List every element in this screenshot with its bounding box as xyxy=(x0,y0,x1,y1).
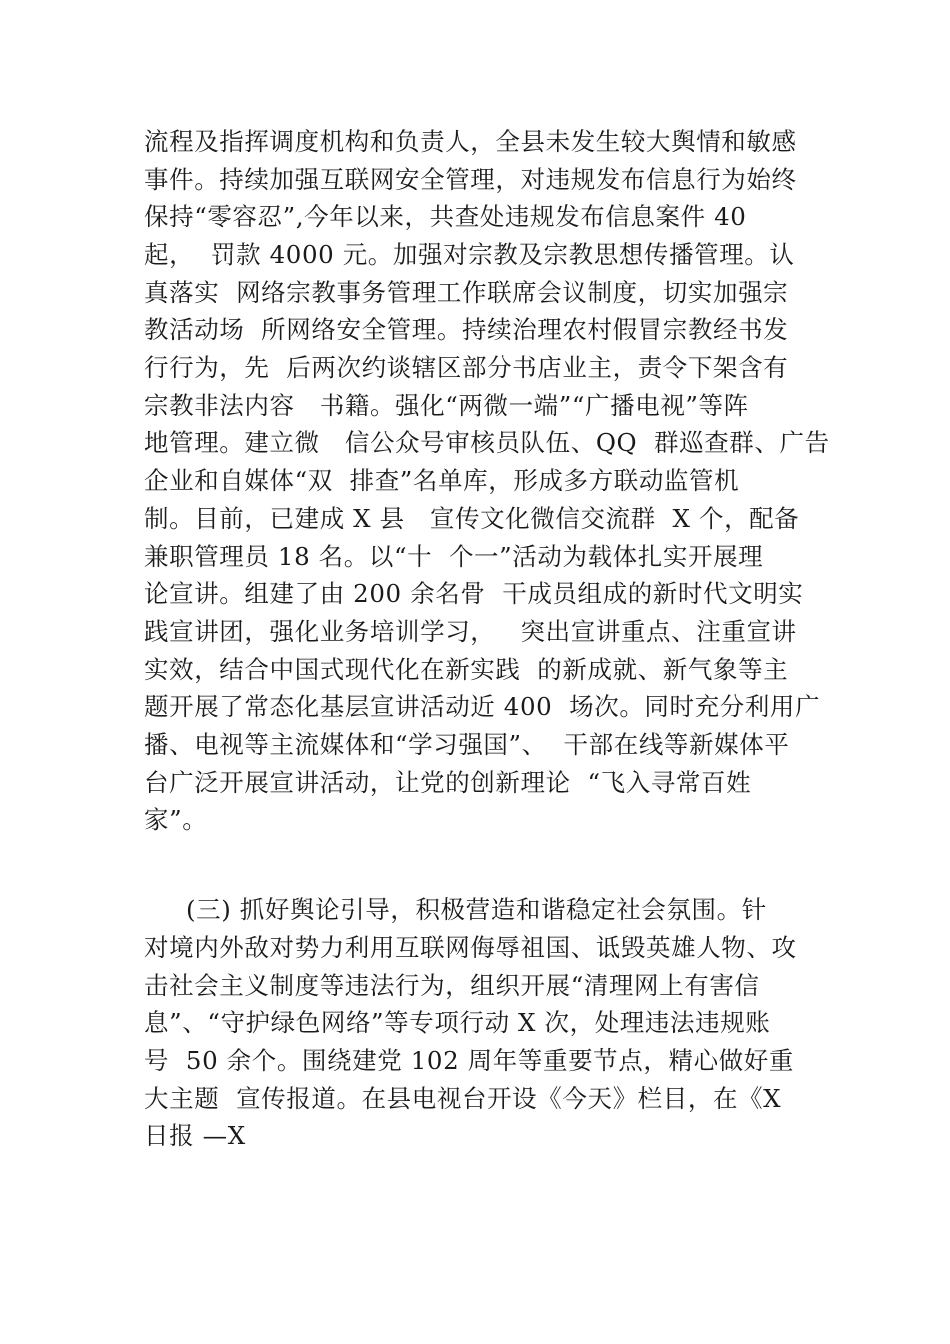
text-line: 日报 —X xyxy=(144,1121,246,1150)
text-line: 制。目前，已建成 X 县 宣传文化微信交流群 X 个，配备 xyxy=(144,504,800,533)
text-line: 践宣讲团，强化业务培训学习， 突出宣讲重点、注重宣讲 xyxy=(144,617,797,646)
text-line: 对境内外敌对势力利用互联网侮辱祖国、诋毁英雄人物、攻 xyxy=(144,933,797,962)
text-line: 台广泛开展宣讲活动，让党的创新理论 “飞入寻常百姓 xyxy=(144,768,752,797)
text-line: 兼职管理员 18 名。以“十 个一”活动为载体扎实开展理 xyxy=(144,542,764,571)
text-line: 家”。 xyxy=(144,805,208,834)
text-line: 论宣讲。组建了由 200 余名骨 干成员组成的新时代文明实 xyxy=(144,579,804,608)
text-line: 宗教非法内容 书籍。强化“两微一端”“广播电视”等阵 xyxy=(144,391,749,420)
text-line: 实效，结合中国式现代化在新实践 的新成就、新气象等主 xyxy=(144,655,789,684)
text-line: 大主题 宣传报道。在县电视台开设《今天》栏目，在《X xyxy=(144,1084,782,1113)
text-line: (三) 抓好舆论引导，积极营造和谐稳定社会氛围。针 xyxy=(144,895,767,924)
text-line: 企业和自媒体“双 排查”名单库，形成多方联动监管机 xyxy=(144,466,740,495)
text-line: 播、电视等主流媒体和“学习强国”、 干部在线等新媒体平 xyxy=(144,730,790,759)
text-line: 流程及指挥调度机构和负责人，全县未发生较大舆情和敏感 xyxy=(144,127,797,156)
text-line: 息”、“守护绿色网络”等专项行动 X 次，处理违法违规账 xyxy=(144,1008,771,1037)
text-line: 事件。持续加强互联网安全管理，对违规发布信息行为始终 xyxy=(144,165,797,194)
text-line: 真落实 网络宗教事务管理工作联席会议制度，切实加强宗 xyxy=(144,278,789,307)
text-line: 号 50 余个。围绕建党 102 周年等重要节点，精心做好重 xyxy=(144,1046,794,1075)
text-line: 击社会主义制度等违法行为，组织开展“清理网上有害信 xyxy=(144,971,760,1000)
text-line: 地管理。建立微 信公众号审核员队伍、QQ 群巡查群、广告 xyxy=(144,428,830,457)
text-line: 行行为，先 后两次约谈辖区部分书店业主，责令下架含有 xyxy=(144,353,789,382)
text-line: 题开展了常态化基层宣讲活动近 400 场次。同时充分利用广 xyxy=(144,692,821,721)
text-line: 教活动场 所网络安全管理。持续治理农村假冒宗教经书发 xyxy=(144,315,789,344)
text-line: 起， 罚款 4000 元。加强对宗教及宗教思想传播管理。认 xyxy=(144,240,795,269)
text-line: 保持“零容忍”,今年以来，共查处违规发布信息案件 40 xyxy=(144,202,747,231)
